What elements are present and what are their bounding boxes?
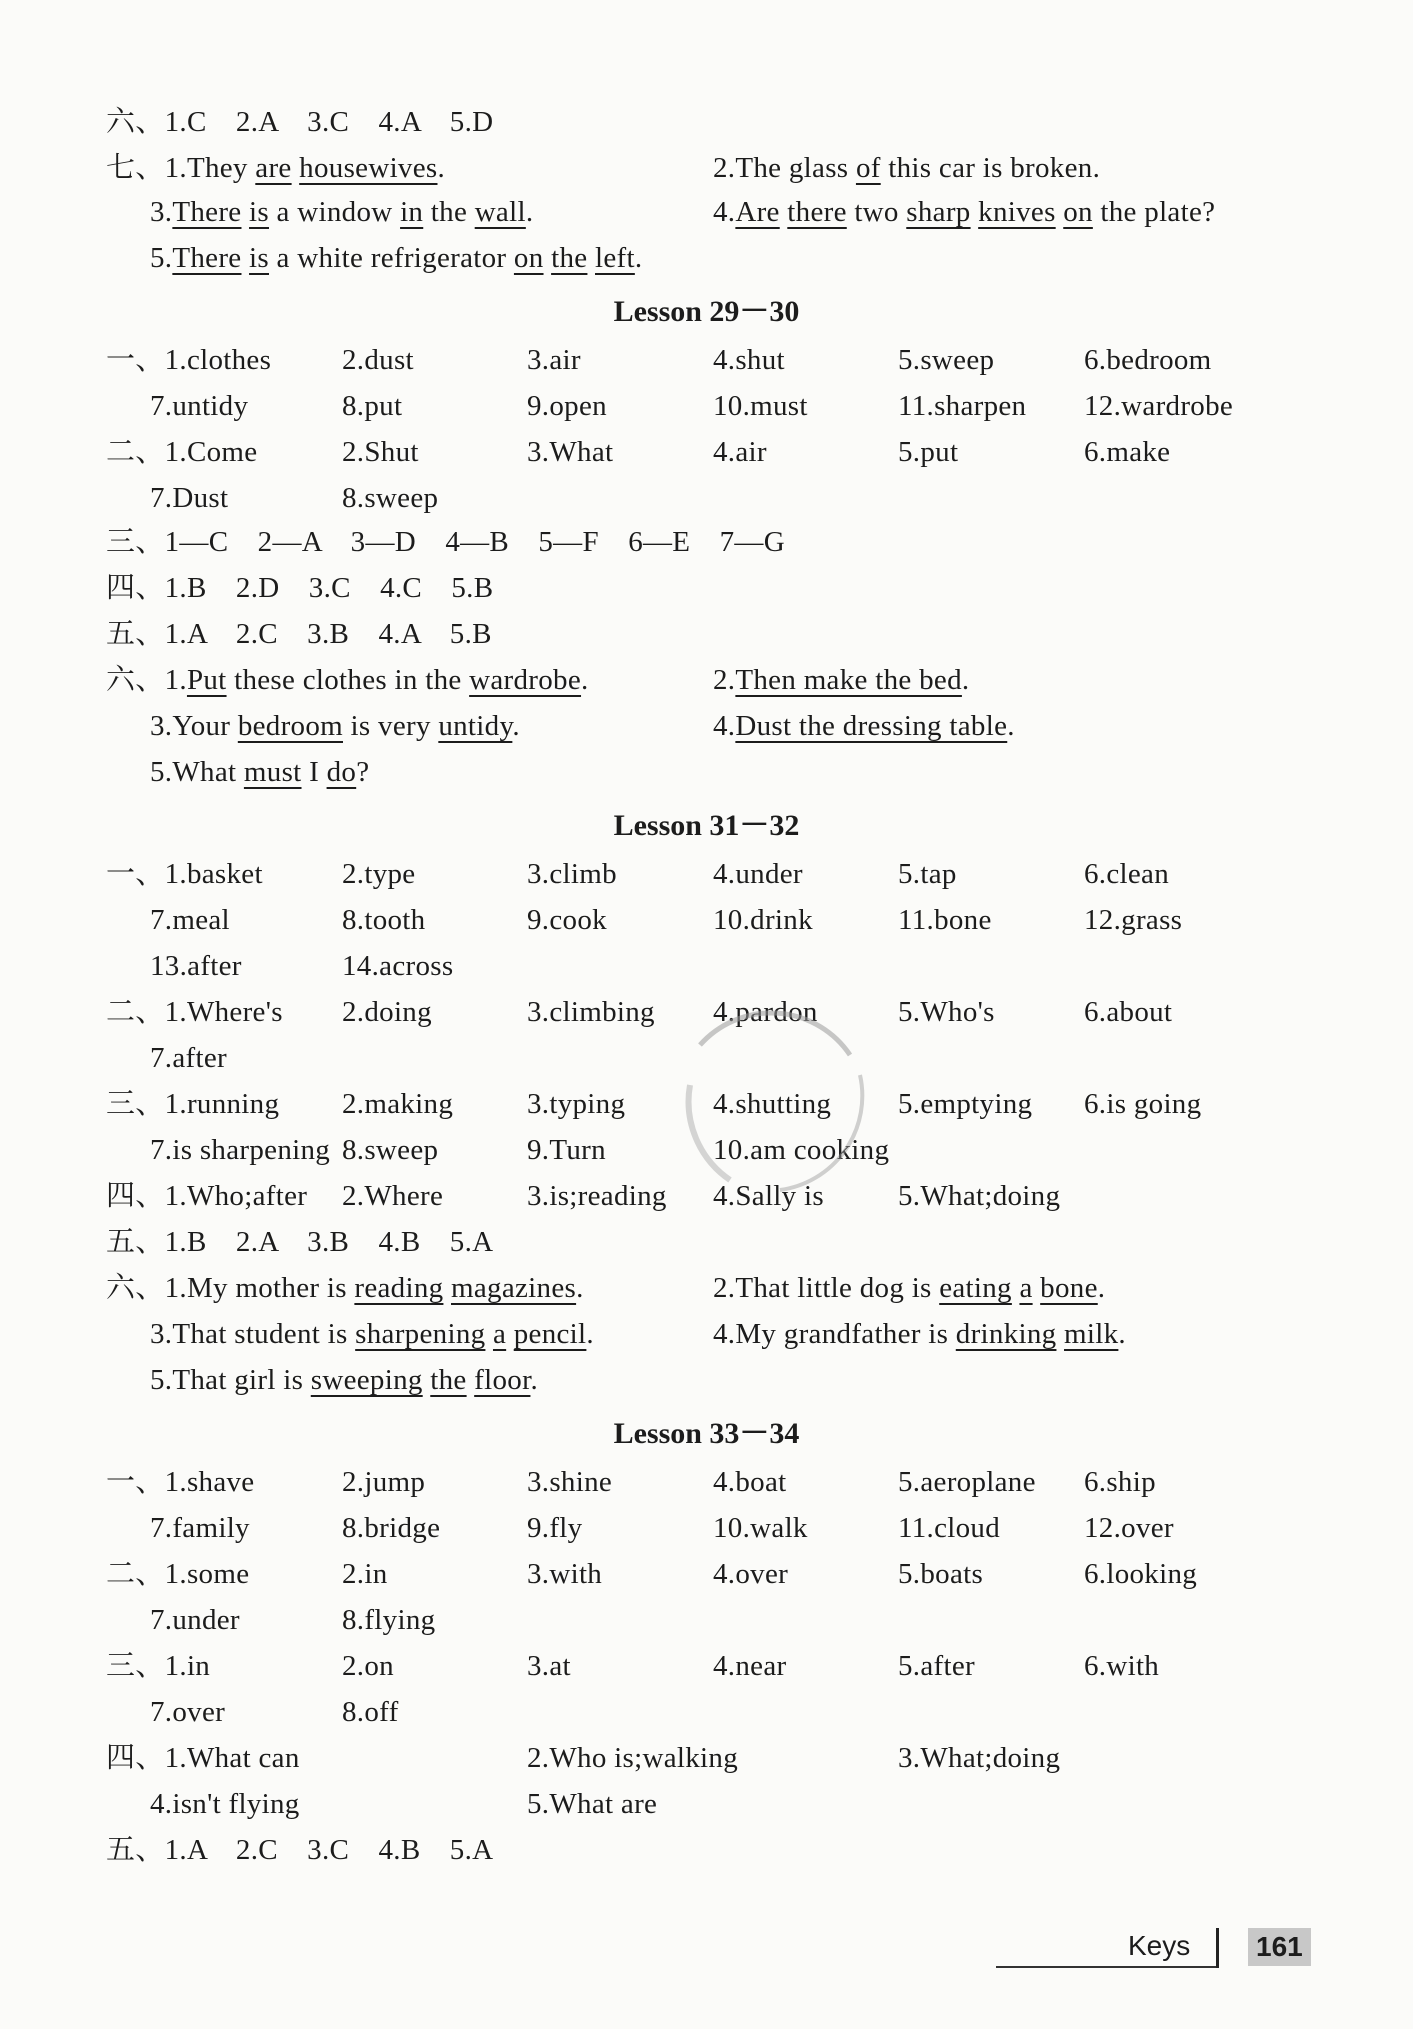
answer-item: 6.bedroom <box>1084 344 1212 376</box>
answer-text: . <box>576 1272 584 1304</box>
answer-item: 10.am cooking <box>713 1134 890 1166</box>
answer-item: 11.sharpen <box>898 390 1027 422</box>
answer-item: 2.doing <box>342 996 432 1028</box>
answer-item: 六、1.C 2.A 3.C 4.A 5.D <box>106 106 494 138</box>
answer-item: 10.must <box>713 390 808 422</box>
answer-item: 5.after <box>898 1650 975 1682</box>
underlined-answer: of <box>855 152 881 184</box>
answer-line <box>0 1554 1413 1596</box>
answer-item: 5.aeroplane <box>898 1466 1036 1498</box>
answer-item: 二、1.Come <box>106 436 258 468</box>
answer-item <box>713 192 1215 232</box>
answer-text: 2.The glass <box>713 152 856 184</box>
answer-item: 6.looking <box>1084 1558 1198 1590</box>
answer-line <box>0 386 1413 428</box>
answer-item: 7.family <box>150 1512 250 1544</box>
answer-line <box>0 340 1413 382</box>
answer-item: 7.is sharpening <box>150 1134 331 1166</box>
answer-item: 二、1.some <box>106 1558 250 1590</box>
answer-item: 4.over <box>713 1558 789 1590</box>
answer-item: 2.Shut <box>342 436 419 468</box>
underlined-answer: is <box>249 242 269 274</box>
answer-item: 3.What;doing <box>898 1742 1061 1774</box>
underlined-answer: the <box>551 242 588 274</box>
answer-line <box>0 660 1413 702</box>
underlined-answer: there <box>787 196 847 228</box>
answer-item: 9.cook <box>527 904 607 936</box>
answer-text: 4. <box>713 710 736 742</box>
answer-item: 8.bridge <box>342 1512 441 1544</box>
answer-line <box>0 1314 1413 1356</box>
answer-item: 7.meal <box>150 904 230 936</box>
answer-text: 3. <box>150 196 173 228</box>
answer-item: 三、1—C 2—A 3—D 4—B 5—F 6—E 7—G <box>106 526 785 558</box>
underlined-answer: must <box>243 756 302 788</box>
answer-line <box>0 946 1413 988</box>
answer-text: . <box>437 152 446 184</box>
answer-text <box>544 242 552 274</box>
answer-line <box>0 854 1413 896</box>
answer-item: 三、1.in <box>106 1650 211 1682</box>
answer-line <box>0 706 1413 748</box>
answer-text: two <box>846 196 907 228</box>
answer-line <box>0 192 1413 234</box>
answer-item: 3.climb <box>527 858 617 890</box>
answer-item <box>106 148 445 188</box>
answer-item: 五、1.B 2.A 3.B 4.B 5.A <box>106 1226 494 1258</box>
lesson-heading: Lesson 29－30 <box>613 295 800 328</box>
underlined-answer: untidy <box>438 710 513 742</box>
answer-line <box>0 752 1413 794</box>
answer-text: 2.That little dog is <box>713 1272 940 1304</box>
answer-item <box>713 1268 1105 1308</box>
answer-line <box>0 102 1413 144</box>
underlined-answer: are <box>255 152 292 184</box>
answer-item <box>150 752 369 792</box>
answer-item: 11.cloud <box>898 1512 1001 1544</box>
answer-item <box>150 706 520 746</box>
answer-item: 三、1.running <box>106 1088 280 1120</box>
answer-text: . <box>961 664 970 696</box>
answer-line <box>0 1738 1413 1780</box>
answer-item: 四、1.Who;after <box>106 1180 308 1212</box>
underlined-answer: bedroom <box>237 710 343 742</box>
answer-item: 7.under <box>150 1604 240 1636</box>
answer-line <box>0 1784 1413 1826</box>
watermark-stamp-icon <box>660 985 890 1215</box>
answer-item: 2.on <box>342 1650 394 1682</box>
underlined-answer: sharp <box>906 196 971 228</box>
answer-item: 7.after <box>150 1042 227 1074</box>
underlined-answer: sharpening <box>355 1318 486 1350</box>
answer-item: 5.Who's <box>898 996 995 1028</box>
answer-item <box>713 1314 1126 1354</box>
answer-item: 4.shutting <box>713 1088 832 1120</box>
answer-item: 四、1.B 2.D 3.C 4.C 5.B <box>106 572 494 604</box>
answer-item: 一、1.clothes <box>106 344 272 376</box>
answer-item: 9.fly <box>527 1512 583 1544</box>
answer-item: 6.make <box>1084 436 1171 468</box>
answer-item <box>713 706 1015 746</box>
answer-line <box>0 1692 1413 1734</box>
answer-line <box>0 1222 1413 1264</box>
footer-divider <box>1216 1928 1219 1968</box>
underlined-answer: wall <box>474 196 526 228</box>
answer-item: 7.Dust <box>150 482 229 514</box>
answer-item: 8.sweep <box>342 1134 439 1166</box>
answer-line <box>0 1830 1413 1872</box>
underlined-answer: in <box>400 196 424 228</box>
answer-text: . <box>512 710 520 742</box>
answer-text: a window <box>269 196 401 228</box>
answer-item <box>713 148 1100 188</box>
answer-text <box>587 242 595 274</box>
answer-item: 5.emptying <box>898 1088 1033 1120</box>
underlined-answer: wardrobe <box>469 664 582 696</box>
underlined-answer: is <box>249 196 269 228</box>
underlined-answer: on <box>1063 196 1093 228</box>
answer-item: 6.is going <box>1084 1088 1202 1120</box>
answer-item: 4.isn't flying <box>150 1788 300 1820</box>
answer-text <box>485 1318 493 1350</box>
answer-text: the <box>423 196 475 228</box>
answer-item: 5.boats <box>898 1558 984 1590</box>
answer-item <box>713 660 969 700</box>
answer-text: 4. <box>713 196 736 228</box>
answer-text <box>506 1318 514 1350</box>
answer-item: 4.under <box>713 858 803 890</box>
answer-item: 4.near <box>713 1650 787 1682</box>
answer-item: 4.boat <box>713 1466 787 1498</box>
answer-item: 2.jump <box>342 1466 426 1498</box>
answer-text: . <box>1097 1272 1106 1304</box>
underlined-answer: bone <box>1040 1272 1098 1304</box>
underlined-answer: left <box>595 242 635 274</box>
answer-item: 4.Sally is <box>713 1180 824 1212</box>
answer-item: 3.typing <box>527 1088 626 1120</box>
underlined-answer: reading <box>354 1272 444 1304</box>
answer-text: 七、1.They <box>106 152 256 184</box>
answer-text: . <box>586 1318 594 1350</box>
answer-item: 7.untidy <box>150 390 249 422</box>
underlined-answer: magazines <box>451 1272 577 1304</box>
underlined-answer: drinking <box>955 1318 1057 1350</box>
answer-line <box>0 1646 1413 1688</box>
answer-item: 3.What <box>527 436 614 468</box>
answer-text <box>241 196 249 228</box>
answer-line <box>0 478 1413 520</box>
answer-item: 四、1.What can <box>106 1742 300 1774</box>
underlined-answer: a <box>1019 1272 1033 1304</box>
answer-item <box>150 1360 538 1400</box>
underlined-answer: knives <box>978 196 1056 228</box>
answer-item: 五、1.A 2.C 3.C 4.B 5.A <box>106 1834 494 1866</box>
answer-line <box>0 1462 1413 1504</box>
answer-item: 13.after <box>150 950 242 982</box>
answer-item <box>106 660 589 700</box>
answer-item: 8.tooth <box>342 904 426 936</box>
answer-text: the plate? <box>1092 196 1216 228</box>
answer-item: 7.over <box>150 1696 226 1728</box>
answer-item: 3.shine <box>527 1466 613 1498</box>
answer-text: ? <box>356 756 370 788</box>
answer-text: . <box>581 664 589 696</box>
answer-text: 3.That student is <box>150 1318 356 1350</box>
answer-line <box>0 900 1413 942</box>
answer-text <box>443 1272 451 1304</box>
answer-item <box>150 192 533 232</box>
answer-text: . <box>1007 710 1015 742</box>
answer-item: 3.air <box>527 344 581 376</box>
answer-text: 六、1. <box>106 664 187 696</box>
lesson-heading: Lesson 31－32 <box>613 809 800 842</box>
answer-line <box>0 614 1413 656</box>
lesson-heading: Lesson 33－34 <box>613 1417 800 1450</box>
answer-item: 8.put <box>342 390 403 422</box>
answer-text: . <box>525 196 534 228</box>
answer-item: 4.shut <box>713 344 785 376</box>
answer-item: 五、1.A 2.C 3.B 4.A 5.B <box>106 618 492 650</box>
answer-text: I <box>301 756 327 788</box>
answer-line <box>0 522 1413 564</box>
underlined-answer: Then make the bed <box>735 664 962 696</box>
answer-text: 3.Your <box>150 710 238 742</box>
underlined-answer: pencil <box>513 1318 587 1350</box>
answer-item: 12.wardrobe <box>1084 390 1234 422</box>
underlined-answer: on <box>513 242 544 274</box>
answer-text: these clothes in the <box>226 664 470 696</box>
underlined-answer: milk <box>1064 1318 1119 1350</box>
answer-item: 2.dust <box>342 344 414 376</box>
page-number: 161 <box>1248 1928 1311 1966</box>
underlined-answer: do <box>326 756 357 788</box>
answer-text <box>1056 1318 1064 1350</box>
answer-item: 4.air <box>713 436 767 468</box>
underlined-answer: the <box>430 1364 467 1396</box>
underlined-answer: Are <box>735 196 780 228</box>
answer-line <box>0 1600 1413 1642</box>
underlined-answer: a <box>492 1318 507 1350</box>
answer-item: 10.walk <box>713 1512 808 1544</box>
answer-item: 4.pardon <box>713 996 818 1028</box>
answer-item: 2.making <box>342 1088 454 1120</box>
answer-item: 6.clean <box>1084 858 1170 890</box>
underlined-answer: Put <box>186 664 227 696</box>
answer-item: 2.type <box>342 858 416 890</box>
answer-item: 3.is;reading <box>527 1180 667 1212</box>
answer-item: 12.grass <box>1084 904 1183 936</box>
answer-item: 5.What;doing <box>898 1180 1061 1212</box>
answer-item: 3.at <box>527 1650 571 1682</box>
underlined-answer: eating <box>939 1272 1012 1304</box>
underlined-answer: There <box>172 196 242 228</box>
answer-item: 5.tap <box>898 858 957 890</box>
underlined-answer: housewives <box>299 152 438 184</box>
answer-item: 8.flying <box>342 1604 436 1636</box>
answer-item: 9.Turn <box>527 1134 606 1166</box>
underlined-answer: There <box>172 242 242 274</box>
footer-rule <box>996 1966 1216 1968</box>
answer-item: 一、1.basket <box>106 858 263 890</box>
answer-text: is very <box>343 710 439 742</box>
answer-item <box>106 1268 584 1308</box>
answer-text: 2. <box>713 664 736 696</box>
answer-text: this car is broken. <box>880 152 1101 184</box>
answer-item: 8.sweep <box>342 482 439 514</box>
answer-item: 8.off <box>342 1696 399 1728</box>
answer-item: 6.about <box>1084 996 1173 1028</box>
answer-text: . <box>1118 1318 1126 1350</box>
answer-item: 6.ship <box>1084 1466 1156 1498</box>
answer-text <box>241 242 249 274</box>
answer-item: 5.sweep <box>898 344 995 376</box>
answer-item: 11.bone <box>898 904 992 936</box>
answer-text: 5. <box>150 242 173 274</box>
answer-line <box>0 1268 1413 1310</box>
answer-item: 12.over <box>1084 1512 1174 1544</box>
footer-keys-label: Keys <box>1128 1930 1191 1961</box>
answer-text: 六、1.My mother is <box>106 1272 355 1304</box>
answer-item: 二、1.Where's <box>106 996 283 1028</box>
answer-text: a white refrigerator <box>269 242 514 274</box>
answer-line <box>0 1508 1413 1550</box>
underlined-answer: sweeping <box>310 1364 423 1396</box>
answer-item: 14.across <box>342 950 454 982</box>
answer-item: 5.put <box>898 436 959 468</box>
answer-item: 一、1.shave <box>106 1466 255 1498</box>
answer-item: 2.Where <box>342 1180 444 1212</box>
answer-item: 2.in <box>342 1558 388 1590</box>
underlined-answer: floor <box>474 1364 531 1396</box>
underlined-answer: Dust the dressing table <box>735 710 1008 742</box>
answer-text: 4.My grandfather is <box>713 1318 956 1350</box>
answer-line <box>0 148 1413 190</box>
answer-line <box>0 568 1413 610</box>
answer-line <box>0 1360 1413 1402</box>
answer-line <box>0 432 1413 474</box>
answer-item: 5.What are <box>527 1788 658 1820</box>
answer-item <box>150 238 642 278</box>
answer-text: 5.What <box>150 756 244 788</box>
answer-line <box>0 238 1413 280</box>
answer-item: 2.Who is;walking <box>527 1742 738 1774</box>
answer-item: 3.climbing <box>527 996 655 1028</box>
answer-item: 10.drink <box>713 904 813 936</box>
answer-text: . <box>530 1364 539 1396</box>
answer-text: 5.That girl is <box>150 1364 311 1396</box>
answer-item: 9.open <box>527 390 607 422</box>
answer-text: . <box>634 242 643 274</box>
answer-item <box>150 1314 594 1354</box>
answer-item: 6.with <box>1084 1650 1160 1682</box>
answer-item: 3.with <box>527 1558 603 1590</box>
